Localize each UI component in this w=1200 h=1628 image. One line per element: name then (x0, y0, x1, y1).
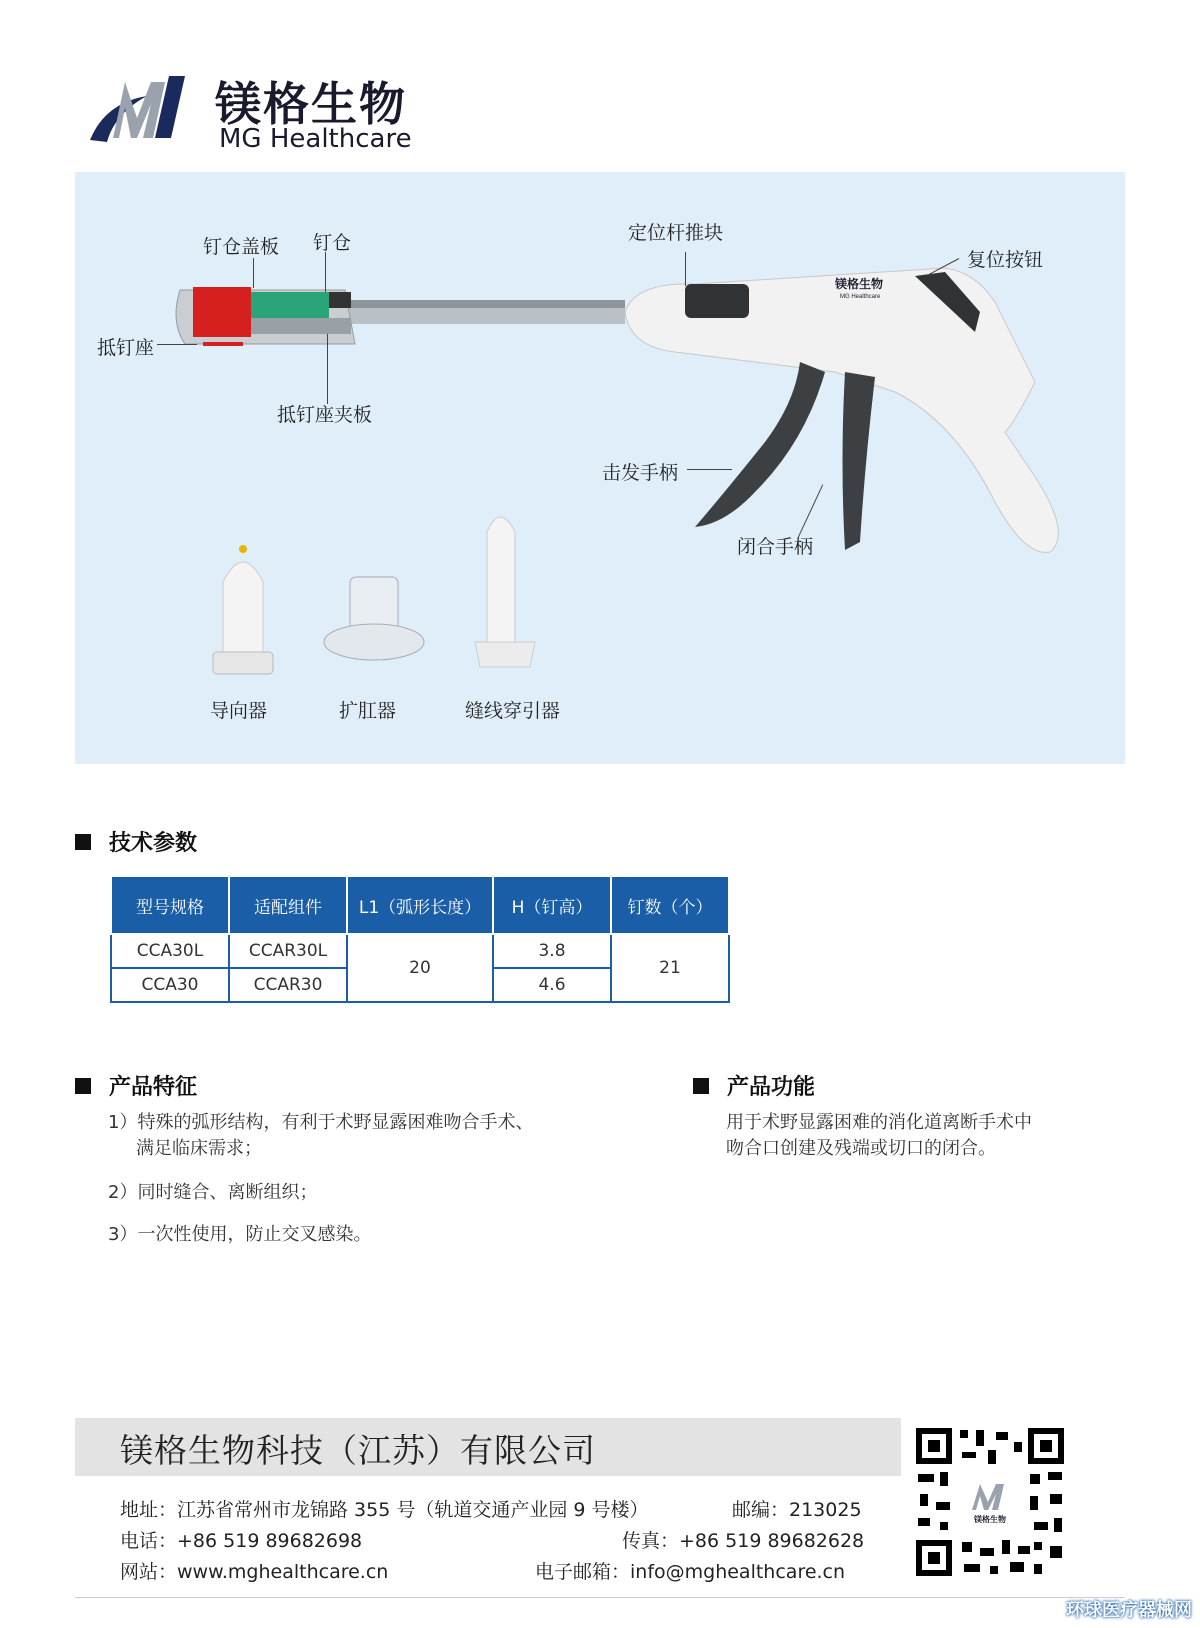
feature-item: 1）特殊的弧形结构，有利于术野显露困难吻合手术、 (108, 1112, 534, 1133)
positioning-pusher-shape (685, 284, 749, 318)
brand-name-en: MG Healthcare (219, 124, 412, 154)
functions-title: 产品功能 (727, 1075, 816, 1100)
table-row (111, 934, 729, 968)
guide-shape (213, 545, 273, 674)
label-closing-handle: 闭合手柄 (737, 536, 814, 558)
anal-dilator-shape (324, 577, 424, 660)
table-header-cell: H（钉高） (493, 876, 611, 934)
features-heading (75, 1070, 197, 1101)
feature-item: 2）同时缝合、离断组织； (108, 1182, 318, 1203)
tech-section-heading (75, 826, 197, 857)
qr-code (910, 1422, 1070, 1582)
qr-code-icon (910, 1422, 1070, 1582)
qr-center-text: 镁格生物 (974, 1515, 1006, 1524)
feature-item: 3）一次性使用，防止交叉感染。 (108, 1224, 372, 1245)
table-cell: 3.8 (493, 934, 611, 968)
footer-divider (75, 1597, 1125, 1598)
table-cell: CCA30 (111, 968, 229, 1002)
bullet-square-icon (75, 1078, 91, 1094)
leader-line (325, 252, 326, 292)
suture-threader-shape (475, 517, 535, 667)
leader-line (685, 252, 686, 286)
function-line: 用于术野显露困难的消化道离断手术中 (726, 1112, 1032, 1133)
label-cartridge-cover: 钉仓盖板 (203, 236, 280, 258)
table-cell: CCAR30L (229, 934, 347, 968)
product-image-panel (75, 172, 1125, 764)
label-cartridge: 钉仓 (313, 232, 352, 254)
label-firing-handle: 击发手柄 (602, 462, 679, 484)
label-suture-threader: 缝线穿引器 (465, 700, 561, 722)
leader-line (157, 344, 197, 345)
cartridge-cover-shape (193, 287, 251, 337)
device-logo-en: MG Healthcare (840, 294, 881, 300)
functions-heading (693, 1070, 815, 1101)
bullet-square-icon (75, 834, 91, 850)
cartridge-shape (251, 292, 329, 318)
footer-postcode: 邮编：213025 (732, 1499, 862, 1521)
table-cell: CCA30L (111, 934, 229, 968)
table-header-cell: 钉数（个） (611, 876, 729, 934)
label-positioning-pusher: 定位杆推块 (628, 222, 724, 244)
leader-line (327, 334, 328, 404)
table-cell: CCAR30 (229, 968, 347, 1002)
table-header-cell: 型号规格 (111, 876, 229, 934)
label-anvil-seat: 抵钉座 (97, 337, 155, 359)
feature-item: 满足临床需求； (136, 1138, 262, 1159)
leader-line (253, 258, 254, 288)
table-cell: 20 (347, 934, 493, 1002)
leader-line (687, 469, 732, 470)
table-header-row (111, 876, 729, 934)
footer-address: 地址：江苏省常州市龙锦路 355 号（轨道交通产业园 9 号楼） (120, 1499, 649, 1521)
company-name: 镁格生物科技（江苏）有限公司 (120, 1431, 596, 1470)
spec-table (110, 875, 730, 1003)
footer-fax: 传真：+86 519 89682628 (622, 1530, 865, 1552)
company-logo (85, 68, 445, 158)
bullet-square-icon (693, 1078, 709, 1094)
footer-phone: 电话：+86 519 89682698 (120, 1530, 363, 1552)
brand-name-cn: 镁格生物 (215, 77, 407, 131)
mg-logo-icon (85, 68, 205, 158)
function-line: 吻合口创建及残端或切口的闭合。 (726, 1138, 996, 1159)
closing-handle-shape (843, 372, 876, 550)
footer-email[interactable]: 电子邮箱：info@mghealthcare.cn (535, 1561, 846, 1583)
features-title: 产品特征 (109, 1075, 198, 1100)
label-anal-dilator: 扩肛器 (339, 700, 397, 722)
table-cell: 4.6 (493, 968, 611, 1002)
table-cell: 21 (611, 934, 729, 1002)
firing-handle-shape (695, 362, 825, 527)
table-header-cell: L1（弧形长度） (347, 876, 493, 934)
label-guide: 导向器 (210, 700, 268, 722)
table-header-cell: 适配组件 (229, 876, 347, 934)
label-reset-button: 复位按钮 (967, 249, 1044, 271)
footer-website[interactable]: 网站：www.mghealthcare.cn (120, 1561, 389, 1583)
watermark-text: 环球医疗器械网 (1066, 1600, 1192, 1621)
device-logo-cn: 镁格生物 (835, 277, 884, 291)
tech-section-title: 技术参数 (109, 831, 198, 856)
label-anvil-clip: 抵钉座夹板 (277, 404, 373, 426)
